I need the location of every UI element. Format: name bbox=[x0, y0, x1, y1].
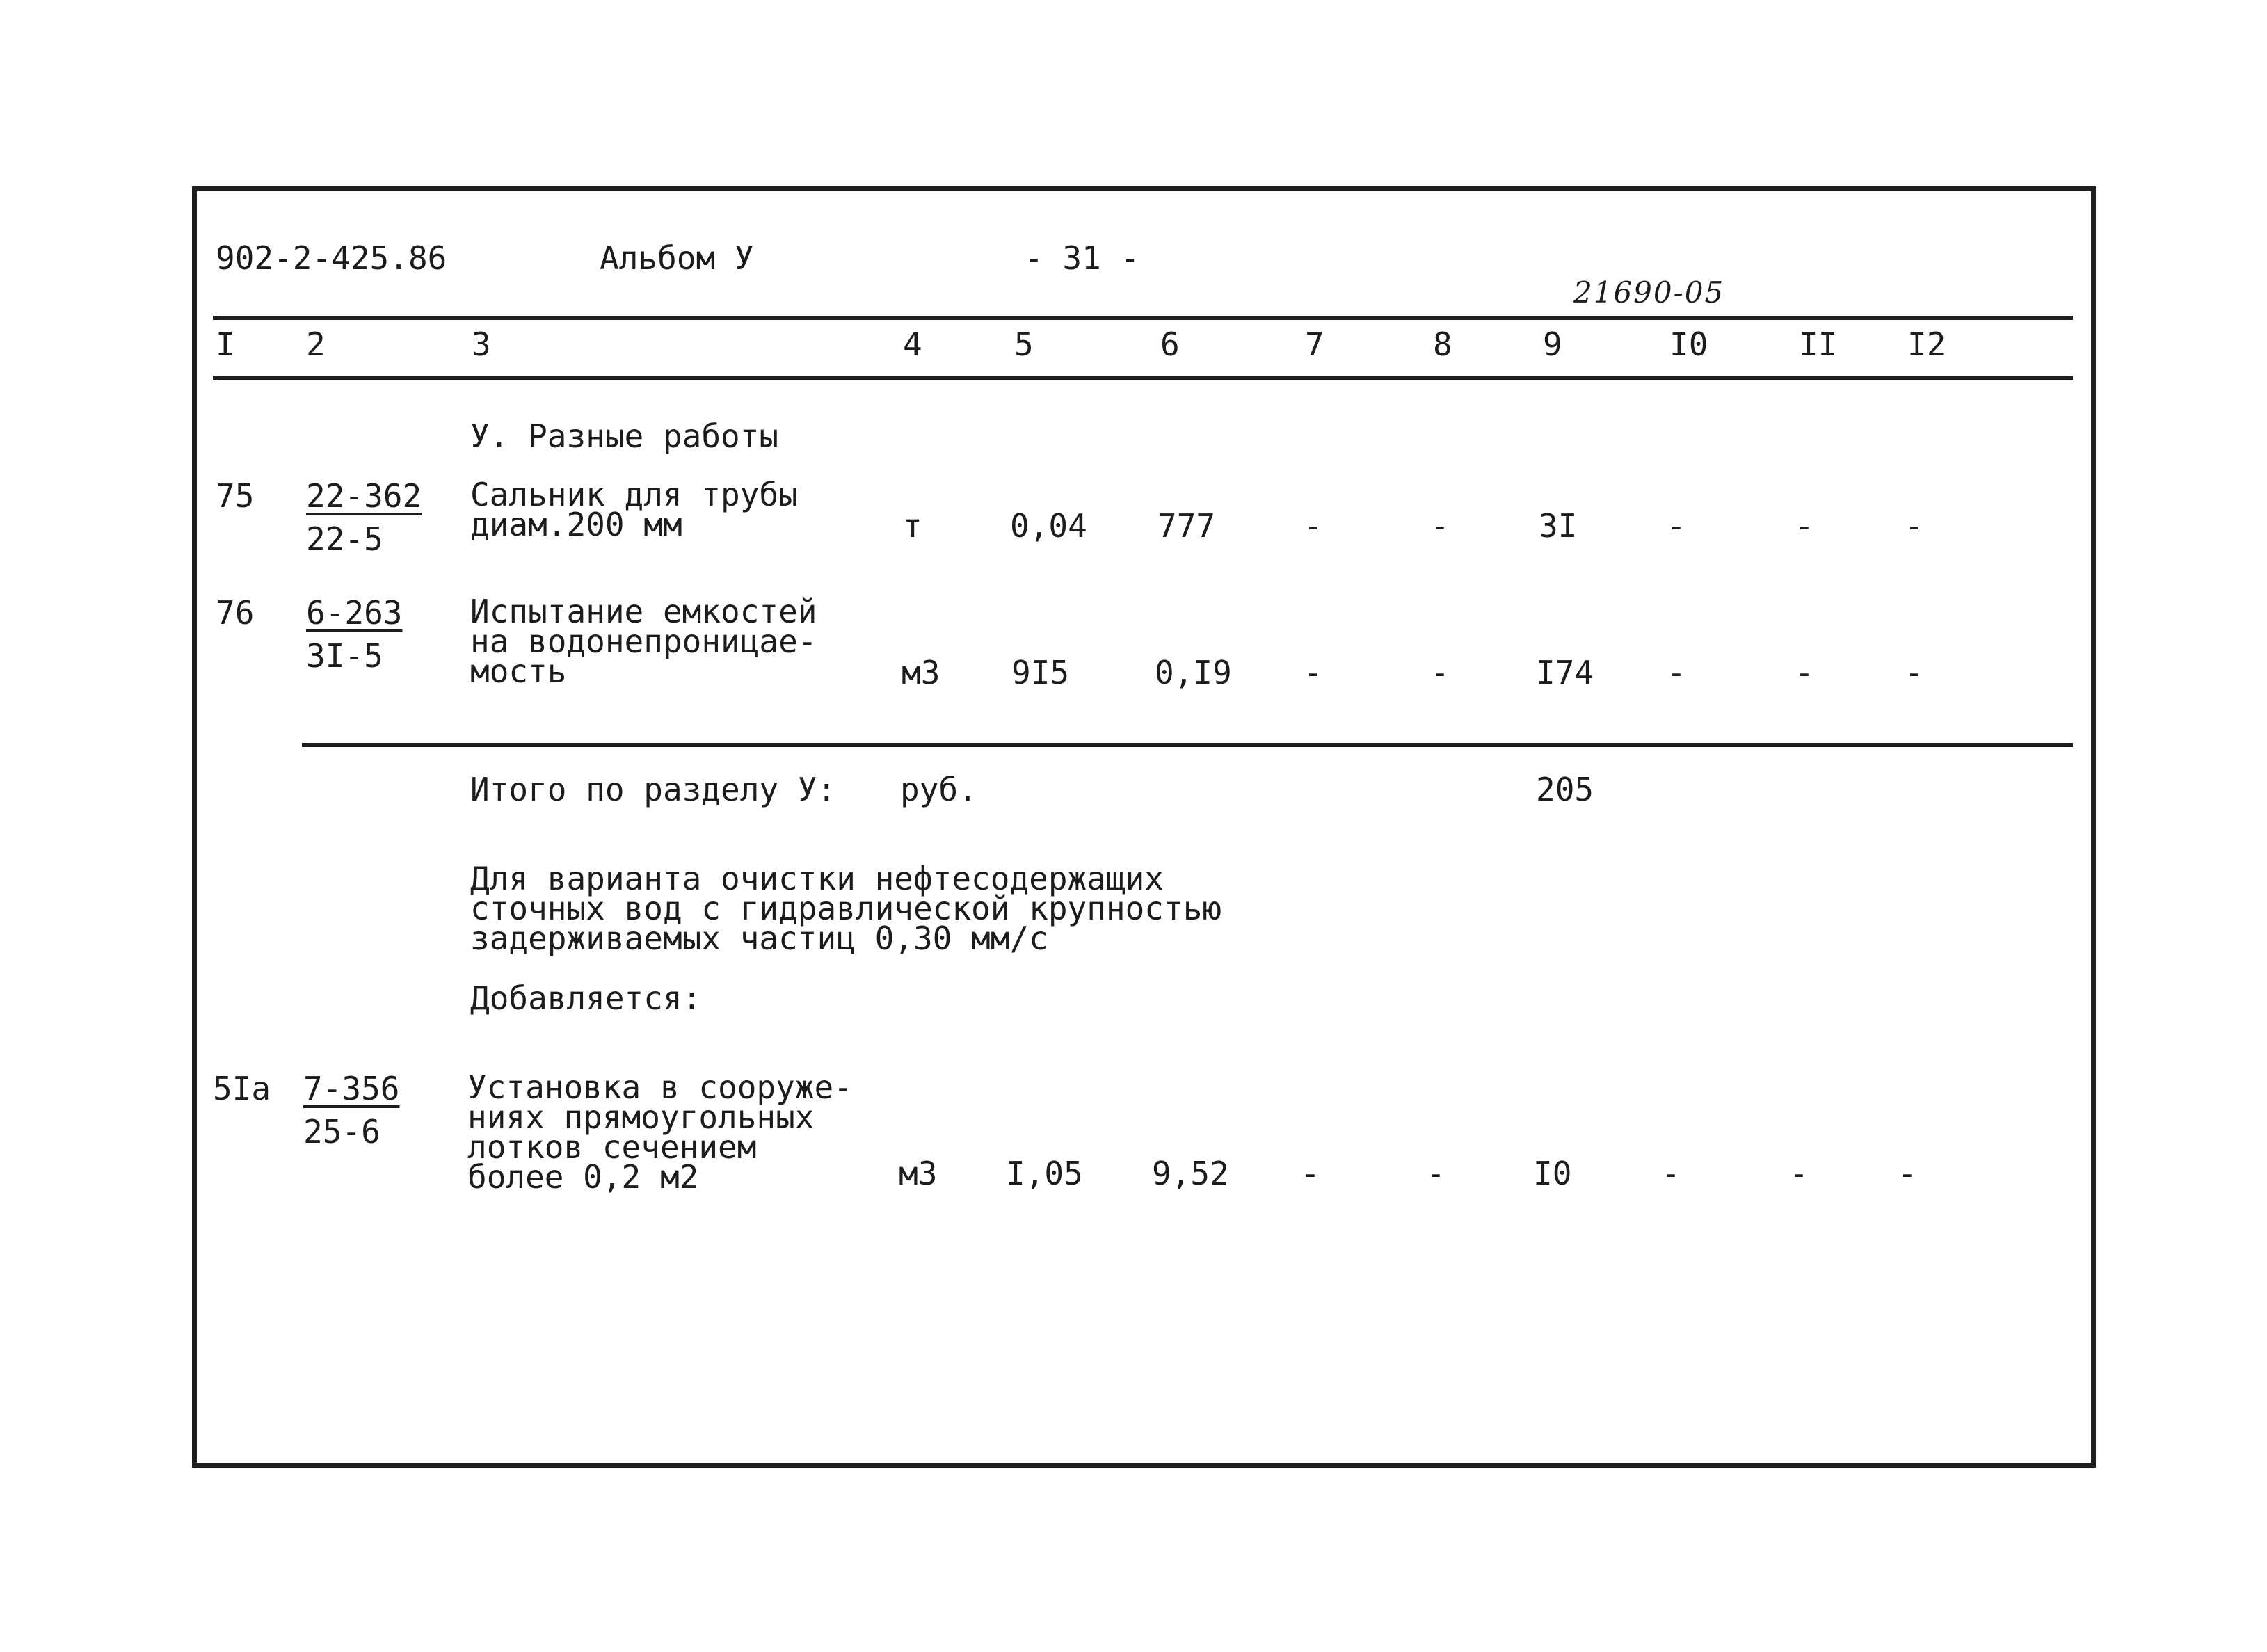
row-51a-unit: м3 bbox=[899, 1155, 938, 1192]
row-75-unit: т bbox=[903, 507, 922, 545]
variant-note bbox=[470, 860, 1222, 957]
row-75-col6: 777 bbox=[1157, 507, 1216, 545]
row-51a-desc-line-1: Установка в сооруже- bbox=[467, 1068, 853, 1106]
row-75-desc-line-1: Сальник для трубы bbox=[470, 476, 798, 513]
row-75-col9: 3I bbox=[1539, 507, 1578, 545]
row-75-code-top: 22-362 bbox=[306, 477, 422, 515]
row-51a-number: 5Iа bbox=[213, 1070, 271, 1107]
col-5: 5 bbox=[1014, 326, 1034, 363]
row-76-unit: м3 bbox=[902, 654, 940, 691]
row-76-desc-line-3: мость bbox=[470, 652, 567, 690]
row-51a-col9: I0 bbox=[1533, 1155, 1572, 1192]
added-label: Добавляется: bbox=[470, 979, 702, 1017]
col-10: I0 bbox=[1669, 326, 1708, 363]
row-51a-code-bottom: 25-6 bbox=[303, 1113, 380, 1150]
section-title: У. Разные работы bbox=[470, 417, 779, 455]
col-1: I bbox=[216, 326, 235, 363]
col-3: 3 bbox=[472, 326, 491, 363]
row-76-col5: 9I5 bbox=[1011, 654, 1070, 691]
row-51a-col8: - bbox=[1426, 1155, 1445, 1192]
row-51a-col10: - bbox=[1661, 1155, 1681, 1192]
row-51a-col12: - bbox=[1898, 1155, 1917, 1192]
header-rule-bottom bbox=[213, 376, 2073, 380]
row-76-col6: 0,I9 bbox=[1155, 654, 1232, 691]
row-76-description bbox=[470, 593, 817, 690]
row-75-code-bottom: 22-5 bbox=[306, 520, 383, 558]
row-51a-col7: - bbox=[1301, 1155, 1320, 1192]
col-4: 4 bbox=[903, 326, 922, 363]
row-76-code-top: 6-263 bbox=[306, 594, 403, 632]
row-76-col8: - bbox=[1430, 654, 1450, 691]
page-number: - 31 - bbox=[1024, 239, 1140, 277]
total-label: Итого по разделу У: bbox=[470, 771, 837, 808]
row-51a-col11: - bbox=[1789, 1155, 1809, 1192]
row-51a-description bbox=[467, 1068, 853, 1196]
row-76-col7: - bbox=[1304, 654, 1323, 691]
row-76-number: 76 bbox=[216, 594, 255, 632]
row-51a-desc-line-3: лотков сечением bbox=[467, 1128, 757, 1166]
row-75-number: 75 bbox=[216, 477, 255, 515]
header-rule-top bbox=[213, 316, 2073, 320]
total-unit: руб. bbox=[900, 771, 977, 808]
col-7: 7 bbox=[1305, 326, 1324, 363]
row-51a-col5: I,05 bbox=[1006, 1155, 1083, 1192]
row-76-code-bottom: 3I-5 bbox=[306, 637, 383, 675]
variant-note-line-2: сточных вод с гидравлической крупностью bbox=[470, 890, 1222, 927]
col-6: 6 bbox=[1160, 326, 1180, 363]
row-76-col9: I74 bbox=[1536, 654, 1594, 691]
row-51a-code-top: 7-356 bbox=[303, 1070, 400, 1107]
col-2: 2 bbox=[306, 326, 326, 363]
row-75-col8: - bbox=[1430, 507, 1450, 545]
row-75-col12: - bbox=[1905, 507, 1924, 545]
total-rule bbox=[302, 743, 2073, 747]
row-75-col5: 0,04 bbox=[1010, 507, 1087, 545]
total-value: 205 bbox=[1536, 771, 1594, 808]
row-51a-desc-line-2: ниях прямоугольных bbox=[467, 1098, 815, 1136]
col-9: 9 bbox=[1543, 326, 1562, 363]
col-8: 8 bbox=[1433, 326, 1452, 363]
row-76-col12: - bbox=[1905, 654, 1924, 691]
row-75-description bbox=[470, 476, 798, 543]
col-12: I2 bbox=[1907, 326, 1946, 363]
row-76-col10: - bbox=[1667, 654, 1686, 691]
document-code: 902-2-425.86 bbox=[216, 239, 447, 277]
variant-note-line-3: задерживаемых частиц 0,30 мм/с bbox=[470, 920, 1048, 957]
row-51a-desc-line-4: более 0,2 м2 bbox=[467, 1158, 699, 1196]
row-75-desc-line-2: диам.200 мм bbox=[470, 506, 682, 543]
row-75-col7: - bbox=[1304, 507, 1323, 545]
col-11: II bbox=[1799, 326, 1838, 363]
handwritten-stamp: 21690-05 bbox=[1573, 275, 1725, 310]
variant-note-line-1: Для варианта очистки нефтесодержащих bbox=[470, 860, 1164, 897]
row-76-desc-line-2: на водонепроницае- bbox=[470, 623, 817, 660]
row-75-col11: - bbox=[1795, 507, 1814, 545]
album-label: Альбом У bbox=[600, 239, 754, 277]
row-76-desc-line-1: Испытание емкостей bbox=[470, 593, 817, 630]
row-75-col10: - bbox=[1667, 507, 1686, 545]
row-76-col11: - bbox=[1795, 654, 1814, 691]
row-51a-col6: 9,52 bbox=[1152, 1155, 1229, 1192]
